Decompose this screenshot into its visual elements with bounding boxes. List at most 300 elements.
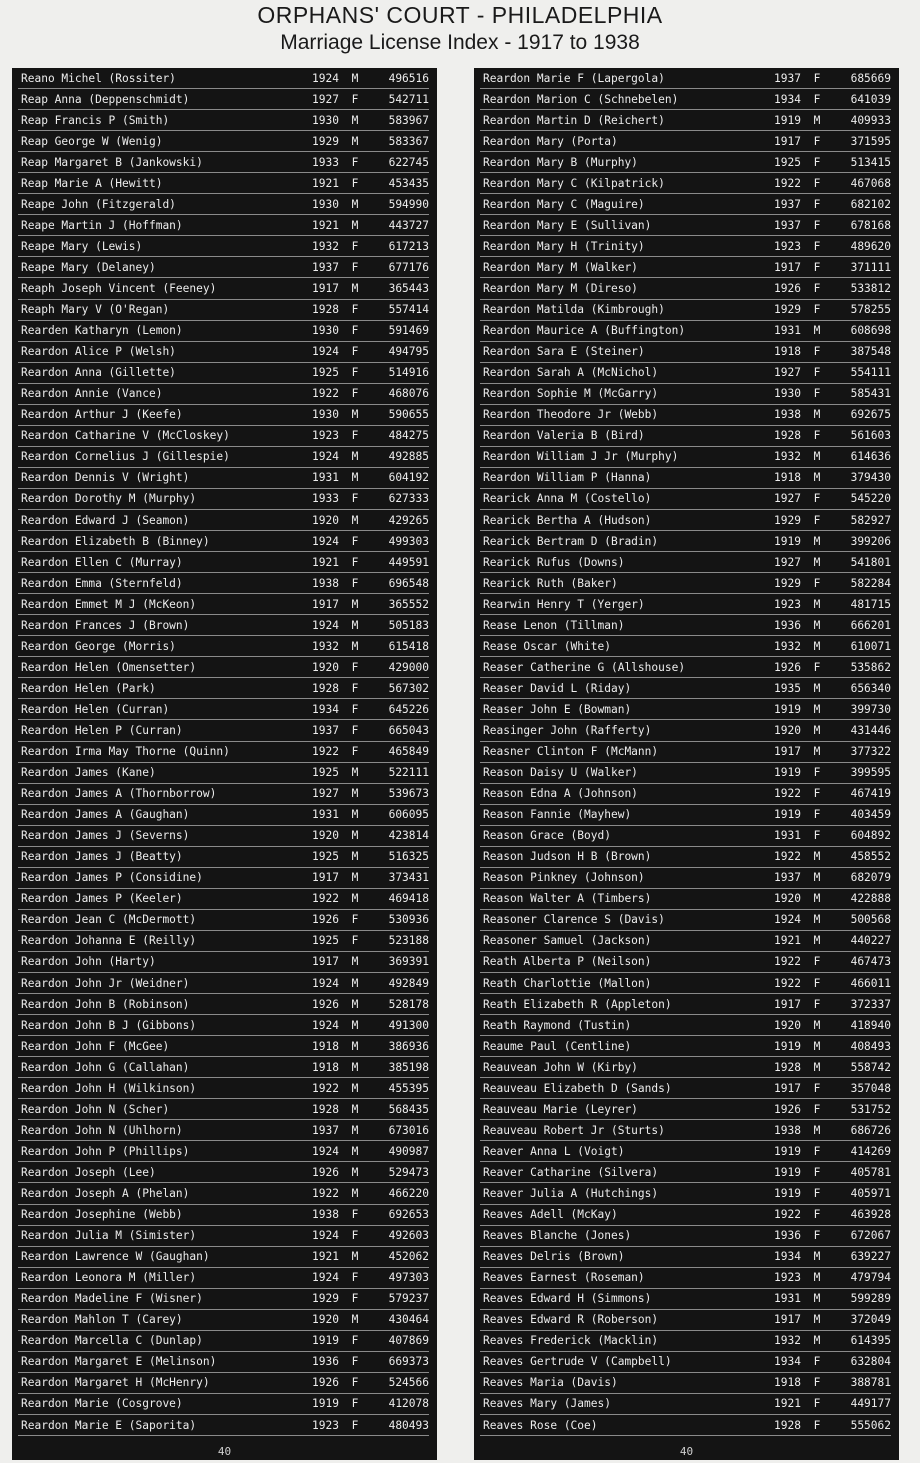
entry-name: Reardon Lawrence W (Gaughan): [21, 1250, 210, 1264]
entry-year: 1933: [312, 155, 339, 169]
entry-year: 1935: [774, 681, 801, 695]
index-entry-row: [18, 615, 429, 636]
index-entry-row: [480, 720, 891, 741]
index-entry-row: [480, 847, 891, 868]
entry-license-number: 554111: [850, 366, 891, 380]
index-entry-row: [18, 447, 429, 468]
entry-sex: M: [351, 639, 359, 653]
entry-name: Reano Michel (Rossiter): [21, 71, 176, 85]
entry-sex: M: [351, 513, 359, 527]
entry-sex: M: [813, 850, 821, 864]
entry-license-number: 372337: [850, 997, 891, 1011]
entry-year: 1922: [312, 892, 339, 906]
entry-sex: F: [351, 1376, 359, 1390]
entry-name: Reardon James P (Considine): [21, 871, 203, 885]
entry-license-number: 541801: [850, 555, 891, 569]
entry-sex: M: [813, 892, 821, 906]
entry-license-number: 505183: [388, 618, 429, 632]
entry-license-number: 557414: [388, 303, 429, 317]
entry-sex: M: [351, 766, 359, 780]
entry-license-number: 469418: [388, 892, 429, 906]
entry-name: Reaser Catherine G (Allshouse): [483, 660, 686, 674]
entry-name: Reason Daisy U (Walker): [483, 766, 638, 780]
entry-sex: M: [351, 281, 359, 295]
entry-name: Reardon Marie E (Saporita): [21, 1418, 197, 1432]
index-entry-row: [18, 784, 429, 805]
entry-name: Reape John (Fitzgerald): [21, 197, 176, 211]
entry-name: Reaume Paul (Centline): [483, 1039, 632, 1053]
index-entry-row: [480, 1331, 891, 1352]
entry-license-number: 582927: [850, 513, 891, 527]
entry-license-number: 567302: [388, 681, 429, 695]
index-entry-row: [480, 300, 891, 321]
entry-year: 1929: [774, 576, 801, 590]
entry-sex: F: [813, 1144, 821, 1158]
index-entry-row: [480, 1120, 891, 1141]
entry-license-number: 583967: [388, 113, 429, 127]
index-entry-row: [480, 1226, 891, 1247]
index-entry-row: [18, 1331, 429, 1352]
entry-year: 1926: [312, 1165, 339, 1179]
entry-sex: M: [351, 892, 359, 906]
index-entry-row: [480, 1415, 891, 1436]
entry-name: Rearwin Henry T (Yerger): [483, 597, 645, 611]
entry-license-number: 491300: [388, 1018, 429, 1032]
entry-name: Reardon Jean C (McDermott): [21, 913, 197, 927]
entry-sex: F: [813, 492, 821, 506]
entry-sex: M: [813, 1018, 821, 1032]
entry-sex: M: [351, 829, 359, 843]
entry-sex: F: [351, 324, 359, 338]
entry-year: 1926: [312, 1376, 339, 1390]
entry-license-number: 481715: [850, 597, 891, 611]
entry-year: 1930: [312, 324, 339, 338]
entry-sex: F: [813, 955, 821, 969]
entry-year: 1928: [774, 1060, 801, 1074]
entry-year: 1937: [312, 260, 339, 274]
index-entry-row: [480, 826, 891, 847]
entry-year: 1919: [312, 1334, 339, 1348]
index-entry-row: [18, 1310, 429, 1331]
entry-license-number: 407869: [388, 1334, 429, 1348]
entry-sex: M: [351, 850, 359, 864]
entry-sex: M: [813, 534, 821, 548]
entry-license-number: 677176: [388, 260, 429, 274]
entry-name: Reardon John F (McGee): [21, 1039, 170, 1053]
entry-name: Reaves Edward H (Simmons): [483, 1292, 652, 1306]
entry-year: 1925: [312, 934, 339, 948]
entry-year: 1928: [312, 1102, 339, 1116]
entry-name: Reaves Rose (Coe): [483, 1418, 598, 1432]
entry-license-number: 453435: [388, 176, 429, 190]
index-entry-row: [480, 994, 891, 1015]
index-entry-row: [18, 236, 429, 257]
entry-license-number: 582284: [850, 576, 891, 590]
entry-name: Reardon John P (Phillips): [21, 1144, 190, 1158]
index-entry-row: [480, 152, 891, 173]
index-entry-row: [18, 1205, 429, 1226]
entry-license-number: 666201: [850, 618, 891, 632]
index-entry-row: [18, 1247, 429, 1268]
entry-sex: F: [813, 997, 821, 1011]
entry-year: 1924: [312, 450, 339, 464]
entry-sex: F: [351, 1208, 359, 1222]
entry-sex: F: [351, 702, 359, 716]
index-entry-row: [480, 510, 891, 531]
entry-name: Reardon Elizabeth B (Binney): [21, 534, 210, 548]
index-entry-row: [480, 1036, 891, 1057]
entry-year: 1934: [774, 1355, 801, 1369]
entry-name: Reardon Joseph A (Phelan): [21, 1187, 190, 1200]
entry-license-number: 494795: [388, 345, 429, 359]
entry-sex: F: [351, 176, 359, 190]
entry-year: 1928: [312, 681, 339, 695]
index-entry-row: [18, 931, 429, 952]
entry-sex: M: [351, 955, 359, 969]
entry-sex: M: [813, 1292, 821, 1306]
index-entry-row: [480, 489, 891, 510]
entry-name: Reardon Valeria B (Bird): [483, 429, 645, 443]
entry-name: Reaver Catharine (Silvera): [483, 1165, 659, 1179]
entry-sex: F: [813, 808, 821, 822]
entry-year: 1924: [312, 1144, 339, 1158]
index-entry-row: [18, 994, 429, 1015]
left-index-column: [12, 68, 437, 1460]
entry-year: 1930: [774, 387, 801, 401]
entry-name: Reardon Helen (Curran): [21, 702, 170, 716]
entry-sex: F: [813, 766, 821, 780]
entry-sex: F: [813, 787, 821, 801]
entry-name: Reardon Maurice A (Buffington): [483, 324, 686, 338]
index-entry-row: [480, 784, 891, 805]
entry-sex: M: [813, 1123, 821, 1137]
entry-name: Reaves Adell (McKay): [483, 1208, 618, 1222]
entry-sex: F: [813, 239, 821, 253]
entry-license-number: 405971: [850, 1187, 891, 1200]
entry-year: 1922: [312, 1187, 339, 1200]
entry-name: Reardon John Jr (Weidner): [21, 976, 190, 990]
entry-name: Reardon Mary (Porta): [483, 134, 618, 148]
entry-sex: F: [813, 281, 821, 295]
entry-license-number: 385198: [388, 1060, 429, 1074]
entry-year: 1917: [774, 1081, 801, 1095]
index-entry-row: [480, 1205, 891, 1226]
entry-sex: M: [813, 934, 821, 948]
entry-year: 1921: [774, 1397, 801, 1411]
entry-license-number: 669373: [388, 1355, 429, 1369]
entry-year: 1919: [774, 534, 801, 548]
index-entry-row: [480, 1057, 891, 1078]
entry-year: 1929: [312, 1292, 339, 1306]
entry-year: 1919: [774, 1187, 801, 1200]
entry-name: Reardon Marie (Cosgrove): [21, 1397, 183, 1411]
entry-name: Reardon Catharine V (McCloskey): [21, 429, 230, 443]
page-subtitle: Marriage License Index - 1917 to 1938: [280, 31, 640, 54]
entry-license-number: 467419: [850, 787, 891, 801]
entry-license-number: 479794: [850, 1271, 891, 1285]
index-entry-row: [18, 868, 429, 889]
entry-sex: M: [351, 450, 359, 464]
index-entry-row: [18, 678, 429, 699]
entry-year: 1928: [774, 429, 801, 443]
entry-year: 1924: [312, 1018, 339, 1032]
entry-license-number: 692675: [850, 408, 891, 422]
entry-name: Rearick Bertram D (Bradin): [483, 534, 659, 548]
entry-year: 1921: [312, 555, 339, 569]
entry-license-number: 528178: [388, 997, 429, 1011]
entry-sex: F: [813, 429, 821, 443]
entry-year: 1919: [774, 1144, 801, 1158]
entry-license-number: 463928: [850, 1208, 891, 1222]
entry-name: Reardon Arthur J (Keefe): [21, 408, 183, 422]
entry-sex: M: [813, 1039, 821, 1053]
entry-sex: F: [351, 429, 359, 443]
entry-license-number: 530936: [388, 913, 429, 927]
entry-license-number: 492885: [388, 450, 429, 464]
entry-year: 1917: [774, 745, 801, 759]
entry-license-number: 399730: [850, 702, 891, 716]
index-entry-row: [18, 763, 429, 784]
index-entry-row: [480, 447, 891, 468]
entry-sex: M: [813, 408, 821, 422]
index-entry-row: [480, 1268, 891, 1289]
entry-sex: F: [813, 345, 821, 359]
entry-name: Reaves Blanche (Jones): [483, 1229, 632, 1243]
entry-year: 1937: [774, 71, 801, 85]
index-entry-row: [480, 889, 891, 910]
entry-year: 1923: [774, 597, 801, 611]
entry-name: Reardon William J Jr (Murphy): [483, 450, 679, 464]
entry-name: Reardon James A (Gaughan): [21, 808, 190, 822]
entry-name: Rearden Katharyn (Lemon): [21, 324, 183, 338]
index-entry-row: [18, 131, 429, 152]
entry-name: Rearick Bertha A (Hudson): [483, 513, 652, 527]
entry-name: Reardon John H (Wilkinson): [21, 1081, 197, 1095]
index-entry-row: [480, 1373, 891, 1394]
index-entry-row: [480, 636, 891, 657]
entry-license-number: 513415: [850, 155, 891, 169]
index-entry-row: [480, 1162, 891, 1183]
entry-license-number: 489620: [850, 239, 891, 253]
entry-name: Reardon Anna (Gillette): [21, 366, 176, 380]
entry-name: Reardon Dennis V (Wright): [21, 471, 190, 485]
entry-year: 1918: [774, 345, 801, 359]
index-entry-row: [18, 805, 429, 826]
entry-sex: M: [351, 618, 359, 632]
entry-sex: M: [813, 113, 821, 127]
entry-license-number: 696548: [388, 576, 429, 590]
entry-name: Rease Lenon (Tillman): [483, 618, 625, 632]
entry-name: Reardon Mary C (Kilpatrick): [483, 176, 665, 190]
entry-license-number: 542711: [388, 92, 429, 106]
entry-year: 1931: [312, 471, 339, 485]
entry-sex: F: [351, 366, 359, 380]
entry-sex: F: [813, 1355, 821, 1369]
entry-sex: F: [813, 1229, 821, 1243]
entry-name: Reardon Leonora M (Miller): [21, 1271, 197, 1285]
entry-name: Reauveau Elizabeth D (Sands): [483, 1081, 672, 1095]
entry-license-number: 466011: [850, 976, 891, 990]
entry-sex: M: [351, 1250, 359, 1264]
index-entry-row: [18, 1352, 429, 1373]
entry-sex: M: [351, 808, 359, 822]
index-entry-row: [18, 300, 429, 321]
index-entry-row: [18, 363, 429, 384]
entry-year: 1931: [774, 1292, 801, 1306]
entry-name: Reason Pinkney (Johnson): [483, 871, 645, 885]
page-number-right: 40: [679, 1445, 694, 1458]
index-entry-row: [18, 110, 429, 131]
entry-name: Reardon John B J (Gibbons): [21, 1018, 197, 1032]
index-entry-row: [18, 426, 429, 447]
entry-license-number: 409933: [850, 113, 891, 127]
entry-sex: M: [351, 1039, 359, 1053]
entry-license-number: 656340: [850, 681, 891, 695]
entry-year: 1938: [774, 1123, 801, 1137]
entry-sex: M: [351, 1123, 359, 1137]
entry-year: 1937: [774, 197, 801, 211]
index-entry-row: [18, 321, 429, 342]
entry-sex: M: [813, 681, 821, 695]
entry-name: Reap George W (Wenig): [21, 134, 163, 148]
entry-sex: M: [813, 702, 821, 716]
entry-sex: M: [813, 745, 821, 759]
entry-name: Reauveau Robert Jr (Sturts): [483, 1123, 665, 1137]
index-entry-row: [18, 384, 429, 405]
entry-year: 1924: [312, 1229, 339, 1243]
entry-year: 1922: [774, 850, 801, 864]
entry-year: 1922: [774, 176, 801, 190]
entry-year: 1921: [774, 934, 801, 948]
entry-license-number: 492849: [388, 976, 429, 990]
entry-sex: M: [351, 71, 359, 85]
index-entry-row: [18, 573, 429, 594]
entry-name: Reardon Mary M (Walker): [483, 260, 638, 274]
entry-year: 1920: [312, 660, 339, 674]
index-entry-row: [480, 1247, 891, 1268]
entry-year: 1924: [312, 1271, 339, 1285]
entry-license-number: 583367: [388, 134, 429, 148]
entry-year: 1929: [774, 303, 801, 317]
entry-year: 1924: [312, 71, 339, 85]
entry-year: 1937: [312, 723, 339, 737]
entry-license-number: 458552: [850, 850, 891, 864]
index-entry-row: [480, 89, 891, 110]
entry-license-number: 468076: [388, 387, 429, 401]
entry-year: 1917: [312, 281, 339, 295]
entry-name: Reauvean John W (Kirby): [483, 1060, 638, 1074]
index-entry-row: [480, 236, 891, 257]
entry-license-number: 523188: [388, 934, 429, 948]
entry-name: Reath Raymond (Tustin): [483, 1018, 632, 1032]
entry-name: Reason Grace (Boyd): [483, 829, 611, 843]
entry-sex: F: [351, 745, 359, 759]
entry-sex: F: [351, 155, 359, 169]
entry-license-number: 440227: [850, 934, 891, 948]
entry-license-number: 522111: [388, 766, 429, 780]
entry-name: Reardon Mary E (Sullivan): [483, 218, 652, 232]
entry-year: 1918: [774, 471, 801, 485]
entry-sex: F: [351, 345, 359, 359]
index-entry-row: [18, 1078, 429, 1099]
entry-year: 1918: [312, 1039, 339, 1053]
index-entry-row: [480, 552, 891, 573]
entry-license-number: 692653: [388, 1208, 429, 1222]
entry-license-number: 452062: [388, 1250, 429, 1264]
entry-license-number: 682102: [850, 197, 891, 211]
entry-sex: M: [351, 1018, 359, 1032]
entry-license-number: 449591: [388, 555, 429, 569]
entry-sex: F: [813, 976, 821, 990]
entry-year: 1921: [312, 218, 339, 232]
entry-license-number: 604892: [850, 829, 891, 843]
entry-sex: M: [351, 218, 359, 232]
entry-sex: F: [351, 1418, 359, 1432]
entry-year: 1917: [312, 955, 339, 969]
entry-license-number: 449177: [850, 1397, 891, 1411]
entry-name: Reardon George (Morris): [21, 639, 176, 653]
entry-name: Reardon Madeline F (Wisner): [21, 1292, 203, 1306]
entry-name: Reardon Ellen C (Murray): [21, 555, 183, 569]
entry-name: Reardon Mary B (Murphy): [483, 155, 638, 169]
index-entry-row: [18, 1373, 429, 1394]
entry-name: Reasoner Clarence S (Davis): [483, 913, 665, 927]
entry-license-number: 431446: [850, 723, 891, 737]
entry-license-number: 533812: [850, 281, 891, 295]
entry-year: 1927: [312, 92, 339, 106]
index-entry-row: [480, 468, 891, 489]
index-entry-row: [18, 1099, 429, 1120]
entry-license-number: 579237: [388, 1292, 429, 1306]
entry-name: Reardon Sophie M (McGarry): [483, 387, 659, 401]
index-entry-row: [18, 1289, 429, 1310]
right-index-column: [474, 68, 899, 1460]
entry-year: 1932: [312, 639, 339, 653]
entry-year: 1917: [312, 597, 339, 611]
entry-year: 1923: [312, 429, 339, 443]
entry-license-number: 627333: [388, 492, 429, 506]
entry-year: 1917: [774, 1313, 801, 1327]
entry-sex: M: [813, 597, 821, 611]
entry-name: Reap Anna (Deppenschmidt): [21, 92, 190, 106]
entry-sex: F: [813, 1376, 821, 1390]
entry-name: Reap Francis P (Smith): [21, 113, 170, 127]
index-entry-row: [18, 1162, 429, 1183]
entry-sex: M: [351, 113, 359, 127]
entry-name: Reardon James J (Severns): [21, 829, 190, 843]
entry-license-number: 608698: [850, 324, 891, 338]
entry-year: 1927: [774, 492, 801, 506]
entry-sex: F: [813, 218, 821, 232]
index-entry-row: [18, 1036, 429, 1057]
entry-sex: M: [813, 471, 821, 485]
entry-license-number: 357048: [850, 1081, 891, 1095]
entry-sex: M: [813, 871, 821, 885]
entry-sex: F: [351, 660, 359, 674]
entry-name: Reardon Margaret H (McHenry): [21, 1376, 210, 1390]
entry-name: Reasner Clinton F (McMann): [483, 745, 659, 759]
entry-name: Reardon Helen (Park): [21, 681, 156, 695]
entry-year: 1925: [774, 155, 801, 169]
entry-name: Reardon Dorothy M (Murphy): [21, 492, 197, 506]
entry-sex: F: [351, 681, 359, 695]
entry-sex: F: [351, 303, 359, 317]
page-number-left: 40: [217, 1445, 232, 1458]
entry-year: 1920: [312, 829, 339, 843]
entry-sex: F: [813, 660, 821, 674]
entry-name: Reaser John E (Bowman): [483, 702, 632, 716]
entry-license-number: 403459: [850, 808, 891, 822]
